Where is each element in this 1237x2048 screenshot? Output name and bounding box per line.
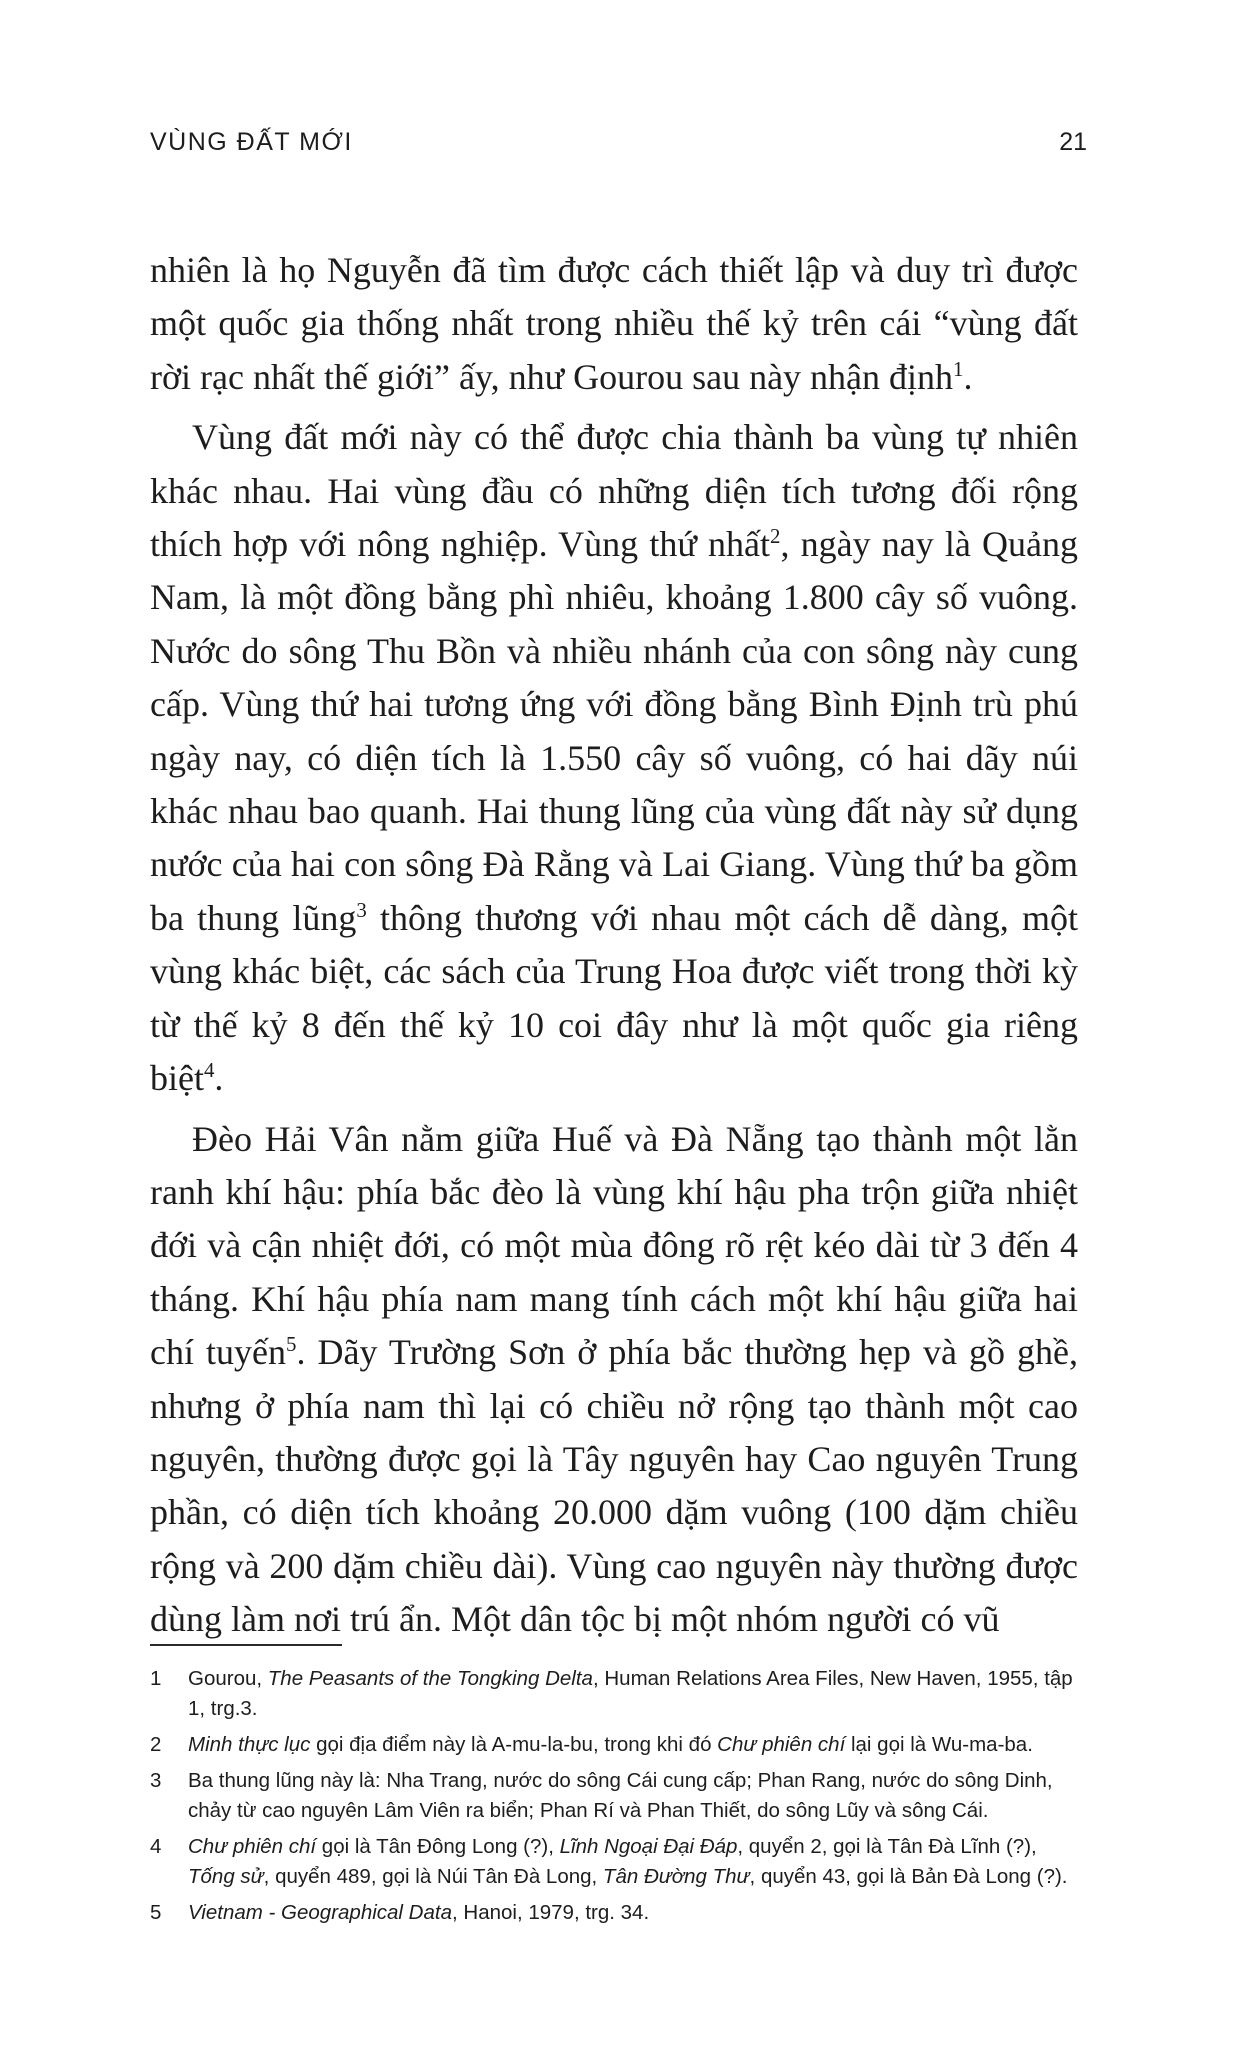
footnote-4: [150, 1832, 1080, 1892]
paragraph-1: [150, 244, 1078, 404]
paragraph-2-part-b: , ngày nay là Quảng Nam, là một đồng bằng phì nhiêu, khoảng 1.800 cây số vuông. Nước do sông Thu Bồn và nhiều nhánh của con sông này cung cấp. Vùng thứ hai tương ứng với đồng bằng Bình Định trù phú ngày nay, có diện tích là 1.550 cây số vuông, có hai dãy núi khác nhau bao quanh. Hai thung lũng của vùng đất này sử dụng nước của hai con sông Đà Rằng và Lai Giang. Vùng thứ ba gồm ba thung lũng: [150, 524, 1078, 938]
footnote-2: [150, 1730, 1080, 1760]
main-text: [150, 244, 1078, 1654]
footnote-text: , quyển 2, gọi là Tân Đà Lĩnh (?),: [737, 1835, 1037, 1858]
footnote-number: 5: [150, 1901, 162, 1924]
footnote-text: lại gọi là Wu-ma-ba.: [845, 1733, 1033, 1756]
footnote-italic-title: Chư phiên chí: [717, 1733, 846, 1756]
footnote-italic-title: Minh thực lục: [188, 1733, 311, 1756]
footnote-text: , quyển 489, gọi là Núi Tân Đà Long,: [263, 1865, 603, 1888]
footnote-ref-4: 4: [203, 1058, 215, 1083]
footnote-text: Ba thung lũng này là: Nha Trang, nước do sông Cái cung cấp; Phan Rang, nước do sông Dinh, chảy từ cao nguyên Lâm Viên ra biển; Phan Rí và Phan Thiết, do sông Lũy và sông Cái.: [188, 1769, 1053, 1822]
paragraph-3-part-b: . Dãy Trường Sơn ở phía bắc thường hẹp và gồ ghề, nhưng ở phía nam thì lại có chiều nở rộng tạo thành một cao nguyên, thường được gọi là Tây nguyên hay Cao nguyên Trung phần, có diện tích khoảng 20.000 dặm vuông (100 dặm chiều rộng và 200 dặm chiều dài). Vùng cao nguyên này thường được dùng làm nơi trú ẩn. Một dân tộc bị một nhóm người có vũ: [150, 1332, 1079, 1640]
footnote-text: Gourou,: [188, 1667, 268, 1690]
footnote-text: , Hanoi, 1979, trg. 34.: [452, 1901, 650, 1924]
running-header: [150, 128, 1087, 168]
footnotes: [150, 1664, 1080, 1934]
page-number: 21: [1059, 128, 1087, 156]
paragraph-1-text: nhiên là họ Nguyễn đã tìm được cách thiết lập và duy trì được một quốc gia thống nhất trong nhiều thế kỷ trên cái “vùng đất rời rạc nhất thế giới” ấy, như Gourou sau này nhận định: [150, 250, 1078, 397]
footnote-italic-title: Tân Đường Thư: [602, 1865, 750, 1888]
footnote-italic-title: Lĩnh Ngoại Đại Đáp: [559, 1835, 738, 1858]
footnote-3: [150, 1766, 1080, 1826]
footnote-number: 2: [150, 1733, 162, 1756]
footnote-ref-2: 2: [770, 524, 781, 549]
footnote-ref-1: 1: [953, 356, 964, 381]
paragraph-3-part-a: Đèo Hải Vân nằm giữa Huế và Đà Nẵng tạo thành một lằn ranh khí hậu: phía bắc đèo là vùng khí hậu pha trộn giữa nhiệt đới và cận nhiệt đới, có một mùa đông rõ rệt kéo dài từ 3 đến 4 tháng. Khí hậu phía nam mang tính cách một khí hậu giữa hai chí tuyến: [150, 1118, 1078, 1373]
footnote-number: 1: [150, 1667, 162, 1690]
footnote-text: , Human Relations Area Files, New Haven, 1955, tập 1, trg.3.: [188, 1667, 1073, 1720]
footnote-1: [150, 1664, 1080, 1724]
footnote-number: 4: [150, 1835, 162, 1858]
footnote-italic-title: The Peasants of the Tongking Delta: [267, 1667, 593, 1690]
footnote-italic-title: Chư phiên chí: [188, 1835, 317, 1858]
footnote-italic-title: Vietnam - Geographical Data: [188, 1901, 452, 1924]
footnote-ref-3: 3: [356, 897, 367, 922]
footnote-ref-5: 5: [286, 1332, 297, 1357]
chapter-title: VÙNG ĐẤT MỚI: [150, 128, 353, 156]
paragraph-3: [150, 1113, 1078, 1647]
footnote-italic-title: Tống sử: [188, 1865, 264, 1888]
footnote-text: gọi là Tân Đông Long (?),: [316, 1835, 560, 1858]
paragraph-2: [150, 411, 1078, 1105]
paragraph-2-part-a: Vùng đất mới này có thể được chia thành ba vùng tự nhiên khác nhau. Hai vùng đầu có những diện tích tương đối rộng thích hợp với nông nghiệp. Vùng thứ nhất: [150, 417, 1078, 565]
paragraph-2-part-c: thông thương với nhau một cách dễ dàng, một vùng khác biệt, các sách của Trung Hoa được viết trong thời kỳ từ thế kỷ 8 đến thế kỷ 10 coi đây như là một quốc gia riêng biệt: [150, 897, 1078, 1099]
footnote-number: 3: [150, 1769, 162, 1792]
paragraph-1-end: .: [963, 356, 973, 397]
footnote-5: [150, 1898, 1080, 1928]
footnote-text: gọi địa điểm này là A-mu-la-bu, trong khi đó: [310, 1733, 718, 1756]
paragraph-2-end: .: [214, 1058, 224, 1099]
footnote-divider: [150, 1644, 342, 1646]
footnote-text: , quyển 43, gọi là Bản Đà Long (?).: [749, 1865, 1068, 1888]
